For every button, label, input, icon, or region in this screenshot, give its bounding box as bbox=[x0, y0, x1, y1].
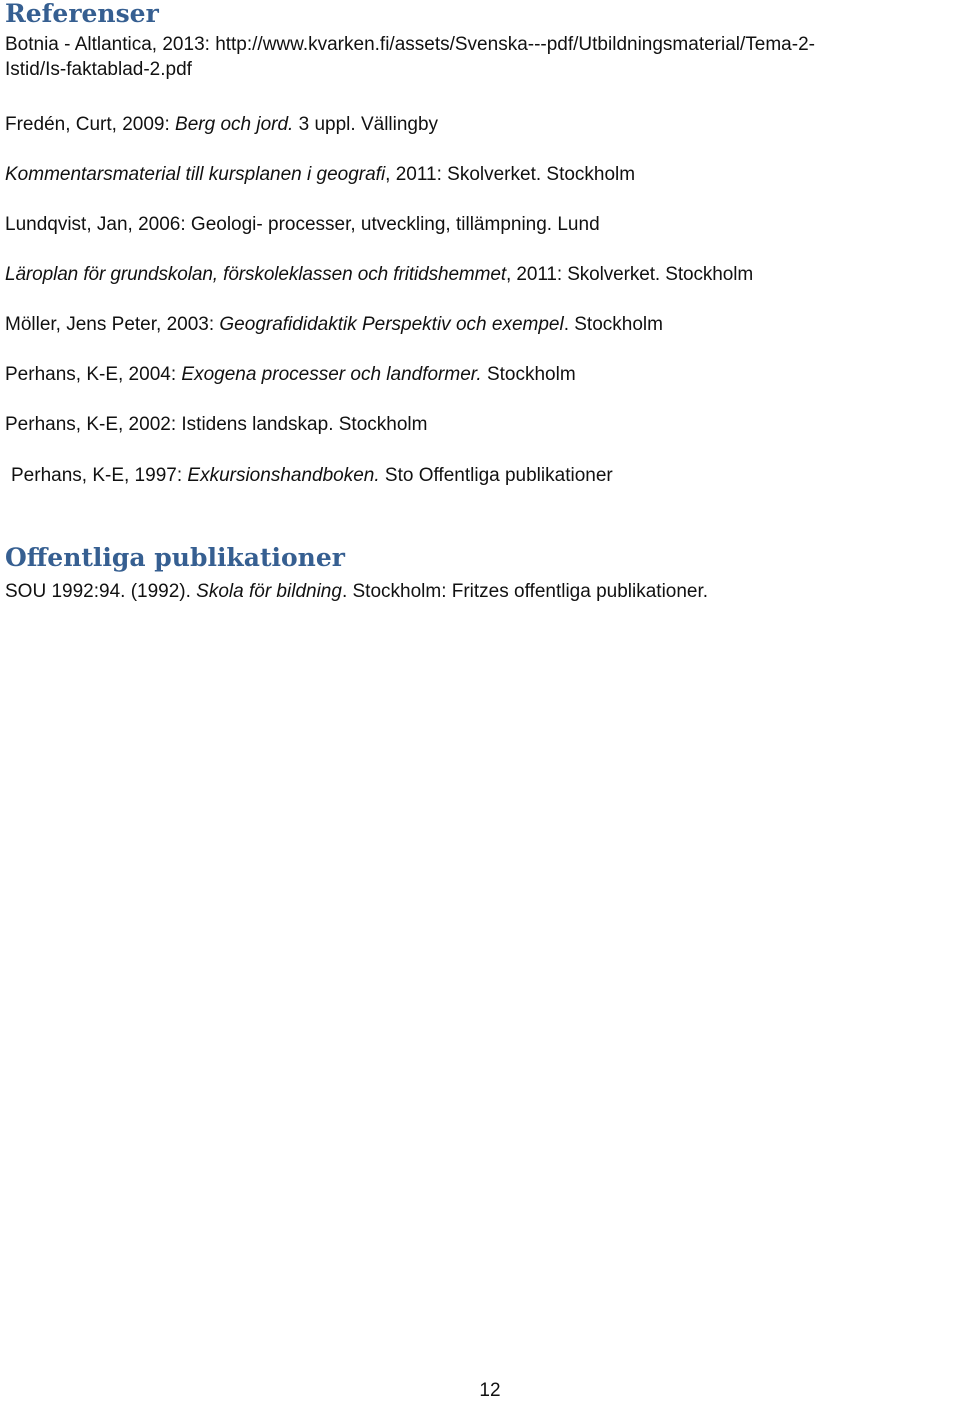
reference-item-botnia bbox=[5, 32, 815, 82]
reference-line-1: Botnia - Altlantica, 2013: http://www.kvarken.fi/assets/Svenska---pdf/Utbildningsmaterial/Tema-2- bbox=[5, 34, 815, 55]
official-item-sou bbox=[5, 579, 708, 604]
reference-item-perhans-1997 bbox=[11, 463, 613, 488]
reference-suffix: . Stockholm bbox=[563, 314, 663, 335]
reference-suffix: . Stockholm: Fritzes offentliga publikationer. bbox=[341, 581, 709, 602]
reference-prefix: Fredén, Curt, 2009: bbox=[5, 114, 176, 135]
reference-title: Kommentarsmaterial till kursplanen i geografi bbox=[5, 164, 386, 185]
reference-suffix: Stockholm bbox=[481, 364, 576, 385]
reference-item-freden bbox=[5, 112, 438, 137]
reference-item-perhans-2004 bbox=[5, 362, 576, 387]
reference-suffix: , 2011: Skolverket. Stockholm bbox=[385, 164, 636, 185]
reference-title: Exkursionshandboken. bbox=[187, 465, 380, 486]
reference-title: Skola för bildning bbox=[196, 581, 342, 602]
official-publications-heading: Offentliga publikationer bbox=[5, 543, 345, 572]
reference-suffix: Sto Offentliga publikationer bbox=[379, 465, 613, 486]
reference-prefix: Perhans, K-E, 2002: Istidens landskap. Stockholm bbox=[5, 414, 428, 435]
reference-prefix: Lundqvist, Jan, 2006: Geologi- processer, utveckling, tillämpning. Lund bbox=[5, 214, 600, 235]
reference-prefix: Möller, Jens Peter, 2003: bbox=[5, 314, 220, 335]
reference-item-moller bbox=[5, 312, 663, 337]
reference-suffix: 3 uppl. Vällingby bbox=[293, 114, 439, 135]
reference-prefix: Perhans, K-E, 2004: bbox=[5, 364, 182, 385]
reference-title: Läroplan för grundskolan, förskoleklassen och fritidshemmet bbox=[5, 264, 507, 285]
references-heading: Referenser bbox=[5, 0, 159, 28]
reference-title: Exogena processer och landformer. bbox=[181, 364, 482, 385]
reference-item-lundqvist bbox=[5, 212, 600, 237]
page-number: 12 bbox=[479, 1380, 501, 1401]
reference-item-perhans-2002 bbox=[5, 412, 427, 437]
reference-item-laroplan bbox=[5, 262, 753, 287]
reference-prefix: SOU 1992:94. (1992). bbox=[5, 581, 197, 602]
reference-prefix: Perhans, K-E, 1997: bbox=[11, 465, 188, 486]
reference-suffix: , 2011: Skolverket. Stockholm bbox=[506, 264, 754, 285]
reference-title: Geografididaktik Perspektiv och exempel bbox=[219, 314, 564, 335]
reference-line-2: Istid/Is-faktablad-2.pdf bbox=[5, 59, 192, 80]
reference-item-kommentarsmaterial bbox=[5, 162, 635, 187]
reference-title: Berg och jord. bbox=[175, 114, 294, 135]
